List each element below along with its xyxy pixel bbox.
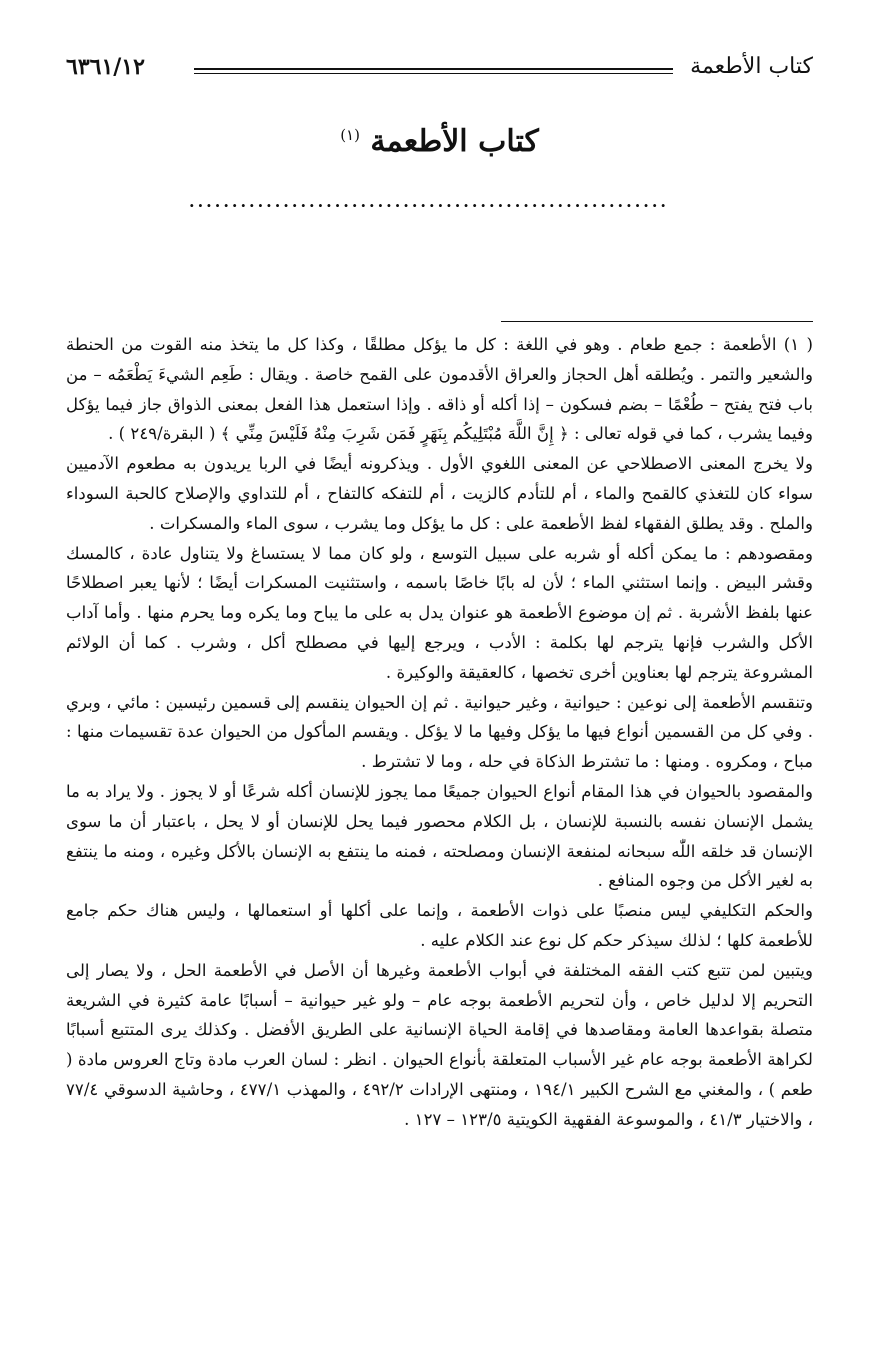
footnote-separator bbox=[501, 321, 813, 322]
footnote-paragraph: وتنقسم الأطعمة إلى نوعين : حيوانية ، وغير حيوانية . ثم إن الحيوان ينقسم إلى قسمين رئيسين : مائي ، وبري . وفي كل من القسمين أنواع فيها ما يؤكل وفيها ما لا يؤكل . ويقسم المأكول من الحيوان عدة تقسيمات منها : مباح ، ومكروه . ومنها : ما تشترط الذكاة في حله ، وما لا تشترط . bbox=[66, 692, 813, 772]
chapter-title bbox=[0, 124, 879, 159]
footnote-reference: (١) bbox=[340, 126, 360, 144]
page-header bbox=[66, 54, 813, 94]
chapter-title-text: كتاب الأطعمة bbox=[370, 124, 539, 159]
footnote-paragraph: والحكم التكليفي ليس منصبًا على ذوات الأطعمة ، وإنما على أكلها أو استعمالها ، وليس هناك حكم جامع للأطعمة كلها ؛ لذلك سيذكر حكم كل نوع عند الكلام عليه . bbox=[66, 901, 813, 950]
footnote-paragraph: ومقصودهم : ما يمكن أكله أو شربه على سبيل التوسع ، ولو كان مما لا يستساغ ولا يتناول عادة ، كالمسك وقشر البيض . وإنما استثني الماء ؛ لأن له بابًا خاصًا باسمه ، واستثنيت المسكرات أيضًا ؛ لأنها يعبر اصطلاحًا عنها بلفظ الأشربة . ثم إن موضوع الأطعمة هو عنوان يدل به على ما يباح وما يكره وما يحرم منها . وأما آداب الأكل والشرب فإنها يترجم لها بكلمة : الأدب ، ويرجع إليها في مصطلح أكل ، وشرب . كما أن الولائم المشروعة يترجم لها بعناوين أخرى تخصها ، كالعقيقة والوكيرة . bbox=[66, 543, 813, 682]
omission-dots: ........................................................ bbox=[189, 192, 669, 211]
running-title: كتاب الأطعمة bbox=[690, 54, 813, 79]
page-number: ٦٣٦١/١٢ bbox=[66, 54, 145, 80]
footnote-paragraph: والمقصود بالحيوان في هذا المقام أنواع الحيوان جميعًا مما يجوز للإنسان أكله شرعًا أو لا يجوز . ولا يراد به ما يشمل الإنسان نفسه بالنسبة للإنسان ، بل الكلام محصور فيما يحل للإنسان أو لا يحل ، باعتبار أن ما سوى الإنسان قد خلقه اللّٰه سبحانه لمنفعة الإنسان ومصلحته ، فمنه ما ينتفع به الإنسان بالأكل وغيره ، ومنه ما ينتفع به لغير الأكل من وجوه المنافع . bbox=[66, 781, 813, 891]
footnote-paragraph: ( ١) الأطعمة : جمع طعام . وهو في اللغة : كل ما يؤكل مطلقًا ، وكذا كل ما يتخذ منه القوت من الحنطة والشعير والتمر . ويُطلقه أهل الحجاز والعراق الأقدمون على القمح خاصة . ويقال : طَعِم الشيءَ يَطْعَمُه – من باب فتح يفتح – طُعْمًا – بضم فسكون – إذا أكله أو ذاقه . وإذا استعمل هذا الفعل بمعنى الذواق جاز فيما يؤكل وفيما يشرب ، كما في قوله تعالى : ﴿ إِنَّ اللَّهَ مُبْتَلِيكُم بِنَهَرٍ فَمَن شَرِبَ مِنْهُ فَلَيْسَ مِنِّي ﴾ ( البقرة/٢٤٩ ) . bbox=[66, 335, 814, 444]
footnote-paragraph: ويتبين لمن تتبع كتب الفقه المختلفة في أبواب الأطعمة وغيرها أن الأصل في الأطعمة الحل ، ولا يصار إلى التحريم إلا لدليل خاص ، وأن لتحريم الأطعمة بوجه عام – ولو غير حيوانية – أسبابًا عامة كثيرة في الشريعة متصلة بقواعدها العامة ومقاصدها في إقامة الحياة الإنسانية على الطريق الأفضل . وكذلك يرى المتتبع أسبابًا لكراهة الأطعمة بوجه عام غير الأسباب المتعلقة بأنواع الحيوان . انظر : لسان العرب مادة وتاج العروس مادة ( طعم ) ، والمغني مع الشرح الكبير ١٩٤/١ ، ومنتهى الإرادات ٤٩٢/٢ ، والمهذب ٤٧٧/١ ، وحاشية الدسوقي ٧٧/٤ ، والاختيار ٤١/٣ ، والموسوعة الفقهية الكويتية ١٢٣/٥ – ١٢٧ . bbox=[66, 960, 813, 1129]
footnote-block bbox=[66, 330, 813, 1135]
footnote-paragraph: ولا يخرج المعنى الاصطلاحي عن المعنى اللغوي الأول . ويذكرونه أيضًا في الربا يريدون به مطعوم الآدميين سواء كان للتغذي كالقمح والماء ، أم للتأدم كالزيت ، أم للتفكه كالتفاح ، أم للتداوي والإصلاح كالحبة السوداء والملح . وقد يطلق الفقهاء لفظ الأطعمة على : كل ما يؤكل وما يشرب ، سوى الماء والمسكرات . bbox=[66, 454, 813, 533]
header-rule bbox=[194, 68, 673, 74]
